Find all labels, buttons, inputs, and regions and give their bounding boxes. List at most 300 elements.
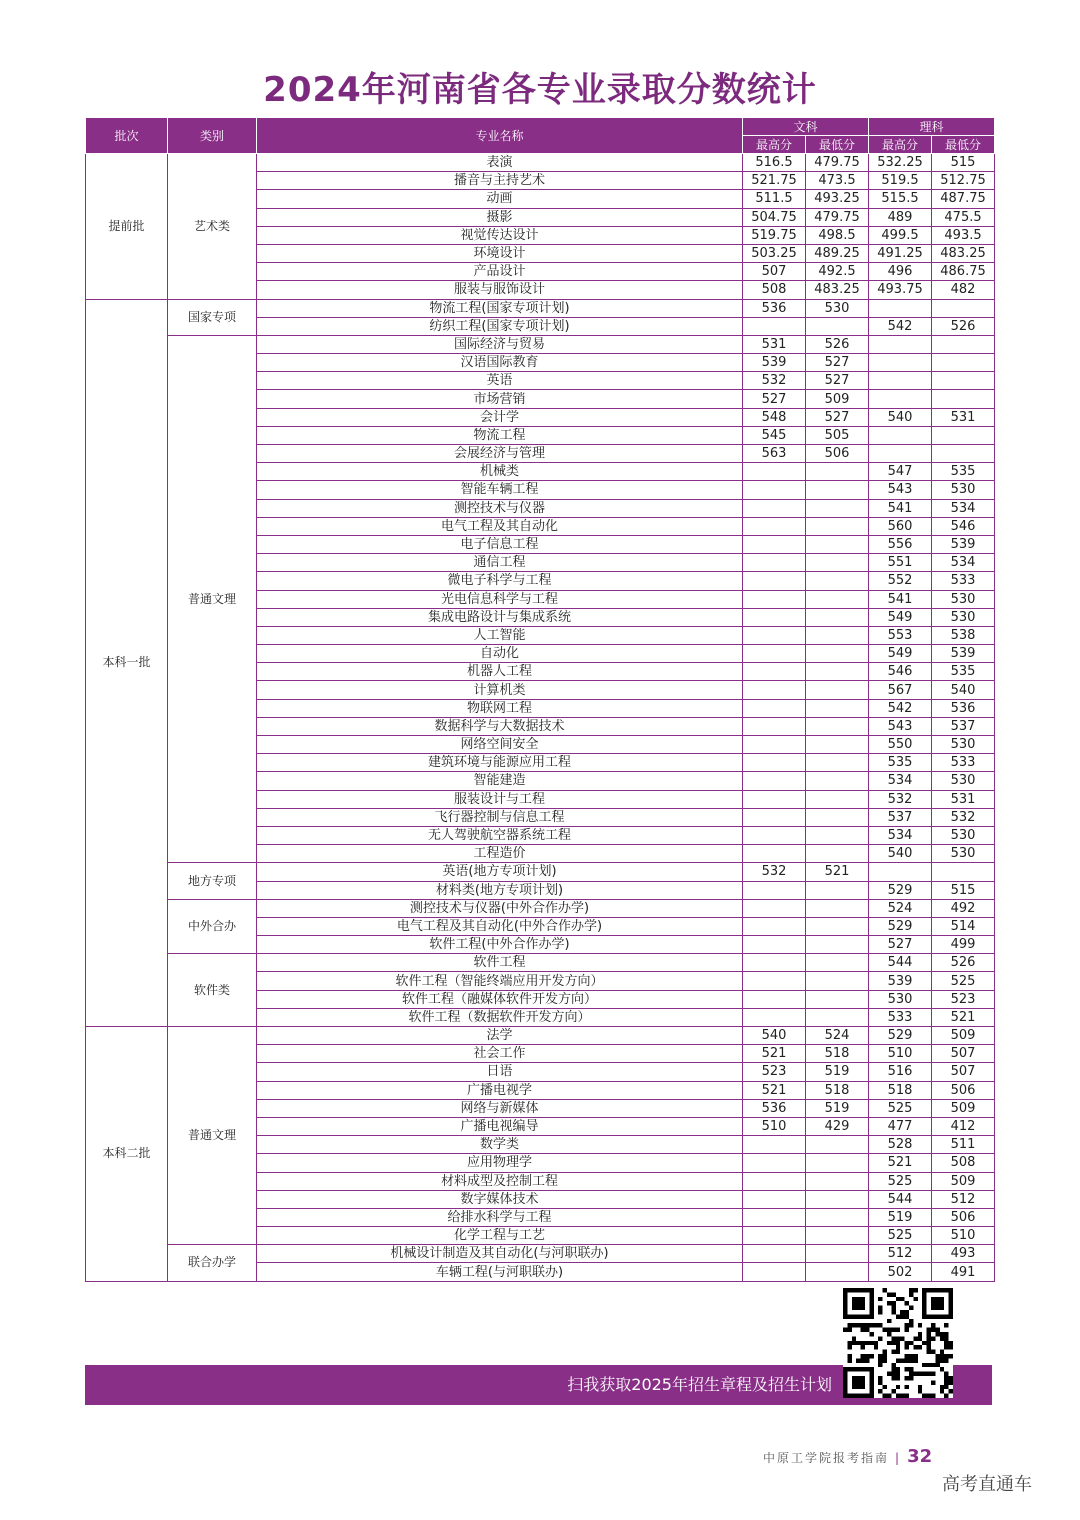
table-row bbox=[86, 863, 995, 881]
like-max-cell: 541 bbox=[869, 590, 932, 608]
like-min-cell: 535 bbox=[932, 663, 995, 681]
like-max-cell: 543 bbox=[869, 717, 932, 735]
wenke-min-cell bbox=[806, 699, 869, 717]
wenke-max-cell: 516.5 bbox=[743, 154, 806, 172]
wenke-min-cell: 483.25 bbox=[806, 281, 869, 299]
wenke-max-cell bbox=[743, 499, 806, 517]
batch-cell: 本科一批 bbox=[86, 299, 168, 1027]
major-name-cell: 计算机类 bbox=[257, 681, 743, 699]
wenke-max-cell: 521 bbox=[743, 1045, 806, 1063]
like-min-cell: 475.5 bbox=[932, 208, 995, 226]
wenke-max-cell: 536 bbox=[743, 1099, 806, 1117]
wenke-max-cell bbox=[743, 736, 806, 754]
like-max-cell: 524 bbox=[869, 899, 932, 917]
like-min-cell: 507 bbox=[932, 1063, 995, 1081]
like-min-cell bbox=[932, 372, 995, 390]
major-name-cell: 机械类 bbox=[257, 463, 743, 481]
wenke-min-cell: 509 bbox=[806, 390, 869, 408]
footer-guide-title: 中原工学院报考指南 bbox=[763, 1451, 890, 1465]
like-max-cell: 534 bbox=[869, 826, 932, 844]
wenke-min-cell bbox=[806, 881, 869, 899]
major-name-cell: 英语(地方专项计划) bbox=[257, 863, 743, 881]
wenke-min-cell: 498.5 bbox=[806, 226, 869, 244]
major-name-cell: 网络空间安全 bbox=[257, 736, 743, 754]
wenke-max-cell: 507 bbox=[743, 263, 806, 281]
like-min-cell: 526 bbox=[932, 317, 995, 335]
wenke-min-cell bbox=[806, 499, 869, 517]
header-wenke-min: 最低分 bbox=[806, 136, 869, 154]
wenke-max-cell: 527 bbox=[743, 390, 806, 408]
wenke-max-cell bbox=[743, 826, 806, 844]
like-min-cell: 532 bbox=[932, 808, 995, 826]
like-min-cell: 508 bbox=[932, 1154, 995, 1172]
wenke-min-cell: 479.75 bbox=[806, 208, 869, 226]
wenke-min-cell bbox=[806, 317, 869, 335]
like-max-cell: 540 bbox=[869, 845, 932, 863]
wenke-min-cell bbox=[806, 899, 869, 917]
wenke-max-cell bbox=[743, 1136, 806, 1154]
like-max-cell: 525 bbox=[869, 1099, 932, 1117]
like-max-cell: 491.25 bbox=[869, 244, 932, 262]
major-name-cell: 法学 bbox=[257, 1027, 743, 1045]
wenke-max-cell bbox=[743, 972, 806, 990]
like-min-cell: 539 bbox=[932, 535, 995, 553]
like-min-cell: 533 bbox=[932, 754, 995, 772]
wenke-max-cell bbox=[743, 772, 806, 790]
wenke-max-cell bbox=[743, 608, 806, 626]
major-name-cell: 应用物理学 bbox=[257, 1154, 743, 1172]
like-max-cell: 516 bbox=[869, 1063, 932, 1081]
major-name-cell: 服装与服饰设计 bbox=[257, 281, 743, 299]
like-max-cell: 532.25 bbox=[869, 154, 932, 172]
like-max-cell bbox=[869, 445, 932, 463]
wenke-max-cell bbox=[743, 1008, 806, 1026]
like-min-cell: 546 bbox=[932, 517, 995, 535]
like-max-cell bbox=[869, 390, 932, 408]
wenke-max-cell: 532 bbox=[743, 372, 806, 390]
like-max-cell: 496 bbox=[869, 263, 932, 281]
table-body bbox=[86, 154, 995, 1282]
wenke-min-cell: 527 bbox=[806, 408, 869, 426]
wenke-min-cell bbox=[806, 1227, 869, 1245]
page-title: 2024年河南省各专业录取分数统计 bbox=[263, 70, 817, 110]
table-row bbox=[86, 1245, 995, 1263]
like-max-cell: 510 bbox=[869, 1045, 932, 1063]
wenke-min-cell bbox=[806, 1208, 869, 1226]
wenke-min-cell bbox=[806, 826, 869, 844]
major-name-cell: 给排水科学与工程 bbox=[257, 1208, 743, 1226]
like-min-cell: 493.5 bbox=[932, 226, 995, 244]
wenke-min-cell: 521 bbox=[806, 863, 869, 881]
major-name-cell: 车辆工程(与河职联办) bbox=[257, 1263, 743, 1281]
wenke-min-cell bbox=[806, 990, 869, 1008]
wenke-min-cell: 489.25 bbox=[806, 244, 869, 262]
like-max-cell: 528 bbox=[869, 1136, 932, 1154]
wenke-max-cell bbox=[743, 936, 806, 954]
wenke-min-cell: 473.5 bbox=[806, 172, 869, 190]
wenke-max-cell bbox=[743, 1227, 806, 1245]
batch-cell: 提前批 bbox=[86, 154, 168, 300]
like-min-cell: 540 bbox=[932, 681, 995, 699]
like-min-cell bbox=[932, 299, 995, 317]
wenke-max-cell: 504.75 bbox=[743, 208, 806, 226]
like-min-cell: 530 bbox=[932, 481, 995, 499]
category-cell: 中外合办 bbox=[168, 899, 257, 954]
wenke-min-cell bbox=[806, 936, 869, 954]
like-max-cell: 529 bbox=[869, 917, 932, 935]
major-name-cell: 智能建造 bbox=[257, 772, 743, 790]
like-max-cell: 529 bbox=[869, 881, 932, 899]
wenke-min-cell: 527 bbox=[806, 354, 869, 372]
wenke-max-cell bbox=[743, 1208, 806, 1226]
major-name-cell: 集成电路设计与集成系统 bbox=[257, 608, 743, 626]
wenke-min-cell bbox=[806, 663, 869, 681]
like-max-cell: 542 bbox=[869, 699, 932, 717]
like-max-cell: 533 bbox=[869, 1008, 932, 1026]
major-name-cell: 机器人工程 bbox=[257, 663, 743, 681]
major-name-cell: 通信工程 bbox=[257, 554, 743, 572]
like-min-cell: 533 bbox=[932, 572, 995, 590]
wenke-min-cell bbox=[806, 463, 869, 481]
wenke-min-cell: 526 bbox=[806, 335, 869, 353]
wenke-min-cell bbox=[806, 554, 869, 572]
major-name-cell: 自动化 bbox=[257, 645, 743, 663]
wenke-max-cell: 548 bbox=[743, 408, 806, 426]
like-max-cell bbox=[869, 426, 932, 444]
wenke-max-cell: 519.75 bbox=[743, 226, 806, 244]
like-min-cell: 514 bbox=[932, 917, 995, 935]
like-max-cell: 519.5 bbox=[869, 172, 932, 190]
major-name-cell: 摄影 bbox=[257, 208, 743, 226]
wenke-max-cell: 563 bbox=[743, 445, 806, 463]
like-max-cell: 543 bbox=[869, 481, 932, 499]
wenke-max-cell: 503.25 bbox=[743, 244, 806, 262]
like-max-cell: 527 bbox=[869, 936, 932, 954]
major-name-cell: 机械设计制造及其自动化(与河职联办) bbox=[257, 1245, 743, 1263]
page-number: 32 bbox=[907, 1446, 933, 1467]
major-name-cell: 物联网工程 bbox=[257, 699, 743, 717]
major-name-cell: 会计学 bbox=[257, 408, 743, 426]
category-cell: 国家专项 bbox=[168, 299, 257, 335]
major-name-cell: 产品设计 bbox=[257, 263, 743, 281]
major-name-cell: 工程造价 bbox=[257, 845, 743, 863]
major-name-cell: 化学工程与工艺 bbox=[257, 1227, 743, 1245]
like-max-cell: 549 bbox=[869, 608, 932, 626]
major-name-cell: 软件工程(中外合作办学) bbox=[257, 936, 743, 954]
like-min-cell: 523 bbox=[932, 990, 995, 1008]
wenke-min-cell bbox=[806, 790, 869, 808]
like-min-cell: 539 bbox=[932, 645, 995, 663]
wenke-max-cell: 521 bbox=[743, 1081, 806, 1099]
wenke-max-cell bbox=[743, 790, 806, 808]
wenke-min-cell bbox=[806, 754, 869, 772]
like-min-cell: 509 bbox=[932, 1099, 995, 1117]
wenke-min-cell bbox=[806, 717, 869, 735]
major-name-cell: 英语 bbox=[257, 372, 743, 390]
major-name-cell: 软件工程（数据软件开发方向） bbox=[257, 1008, 743, 1026]
major-name-cell: 社会工作 bbox=[257, 1045, 743, 1063]
like-max-cell: 560 bbox=[869, 517, 932, 535]
like-min-cell: 530 bbox=[932, 608, 995, 626]
wenke-min-cell: 530 bbox=[806, 299, 869, 317]
like-max-cell bbox=[869, 372, 932, 390]
wenke-max-cell bbox=[743, 1263, 806, 1281]
like-min-cell: 521 bbox=[932, 1008, 995, 1026]
header-like-min: 最低分 bbox=[932, 136, 995, 154]
like-max-cell: 550 bbox=[869, 736, 932, 754]
like-max-cell: 525 bbox=[869, 1227, 932, 1245]
like-max-cell: 546 bbox=[869, 663, 932, 681]
wenke-max-cell bbox=[743, 1154, 806, 1172]
like-min-cell: 510 bbox=[932, 1227, 995, 1245]
wenke-max-cell bbox=[743, 663, 806, 681]
wenke-min-cell bbox=[806, 1190, 869, 1208]
wenke-max-cell: 536 bbox=[743, 299, 806, 317]
like-max-cell: 477 bbox=[869, 1117, 932, 1135]
major-name-cell: 软件工程（智能终端应用开发方向） bbox=[257, 972, 743, 990]
category-cell: 普通文理 bbox=[168, 335, 257, 862]
major-name-cell: 网络与新媒体 bbox=[257, 1099, 743, 1117]
like-max-cell: 537 bbox=[869, 808, 932, 826]
wenke-min-cell: 527 bbox=[806, 372, 869, 390]
wenke-max-cell: 511.5 bbox=[743, 190, 806, 208]
major-name-cell: 电气工程及其自动化(中外合作办学) bbox=[257, 917, 743, 935]
like-min-cell: 506 bbox=[932, 1081, 995, 1099]
like-min-cell: 530 bbox=[932, 826, 995, 844]
table-row bbox=[86, 335, 995, 353]
category-cell: 普通文理 bbox=[168, 1027, 257, 1245]
like-min-cell: 506 bbox=[932, 1208, 995, 1226]
wenke-max-cell: 521.75 bbox=[743, 172, 806, 190]
wenke-min-cell bbox=[806, 845, 869, 863]
like-max-cell: 553 bbox=[869, 626, 932, 644]
like-max-cell: 547 bbox=[869, 463, 932, 481]
like-min-cell: 531 bbox=[932, 790, 995, 808]
major-name-cell: 无人驾驶航空器系统工程 bbox=[257, 826, 743, 844]
like-min-cell: 534 bbox=[932, 554, 995, 572]
table-row bbox=[86, 154, 995, 172]
wenke-max-cell bbox=[743, 517, 806, 535]
wenke-max-cell: 510 bbox=[743, 1117, 806, 1135]
like-max-cell bbox=[869, 335, 932, 353]
major-name-cell: 市场营销 bbox=[257, 390, 743, 408]
wenke-min-cell bbox=[806, 917, 869, 935]
wenke-max-cell bbox=[743, 681, 806, 699]
page-footer bbox=[763, 1446, 932, 1467]
major-name-cell: 汉语国际教育 bbox=[257, 354, 743, 372]
like-min-cell: 512 bbox=[932, 1190, 995, 1208]
wenke-min-cell: 518 bbox=[806, 1045, 869, 1063]
like-min-cell: 507 bbox=[932, 1045, 995, 1063]
like-min-cell bbox=[932, 354, 995, 372]
like-min-cell: 491 bbox=[932, 1263, 995, 1281]
watermark-text: 高考直通车 bbox=[942, 1474, 1032, 1495]
like-max-cell: 525 bbox=[869, 1172, 932, 1190]
like-max-cell: 530 bbox=[869, 990, 932, 1008]
wenke-min-cell bbox=[806, 736, 869, 754]
wenke-min-cell: 518 bbox=[806, 1081, 869, 1099]
wenke-min-cell: 492.5 bbox=[806, 263, 869, 281]
like-min-cell: 530 bbox=[932, 590, 995, 608]
wenke-min-cell bbox=[806, 1263, 869, 1281]
wenke-min-cell bbox=[806, 572, 869, 590]
major-name-cell: 环境设计 bbox=[257, 244, 743, 262]
qr-code-icon[interactable] bbox=[843, 1288, 953, 1398]
like-max-cell: 551 bbox=[869, 554, 932, 572]
like-min-cell bbox=[932, 390, 995, 408]
wenke-min-cell: 519 bbox=[806, 1063, 869, 1081]
wenke-min-cell bbox=[806, 954, 869, 972]
like-min-cell: 538 bbox=[932, 626, 995, 644]
category-cell: 软件类 bbox=[168, 954, 257, 1027]
wenke-max-cell bbox=[743, 572, 806, 590]
like-max-cell: 489 bbox=[869, 208, 932, 226]
wenke-max-cell: 545 bbox=[743, 426, 806, 444]
major-name-cell: 会展经济与管理 bbox=[257, 445, 743, 463]
like-min-cell: 509 bbox=[932, 1027, 995, 1045]
major-name-cell: 测控技术与仪器(中外合作办学) bbox=[257, 899, 743, 917]
like-max-cell: 552 bbox=[869, 572, 932, 590]
wenke-max-cell bbox=[743, 481, 806, 499]
wenke-min-cell bbox=[806, 972, 869, 990]
batch-cell: 本科二批 bbox=[86, 1027, 168, 1282]
like-min-cell: 530 bbox=[932, 772, 995, 790]
wenke-max-cell: 523 bbox=[743, 1063, 806, 1081]
major-name-cell: 软件工程（融媒体软件开发方向） bbox=[257, 990, 743, 1008]
like-max-cell: 519 bbox=[869, 1208, 932, 1226]
major-name-cell: 智能车辆工程 bbox=[257, 481, 743, 499]
like-max-cell bbox=[869, 863, 932, 881]
like-min-cell: 412 bbox=[932, 1117, 995, 1135]
wenke-min-cell bbox=[806, 1136, 869, 1154]
category-cell: 艺术类 bbox=[168, 154, 257, 300]
wenke-max-cell bbox=[743, 917, 806, 935]
like-min-cell: 536 bbox=[932, 699, 995, 717]
wenke-min-cell: 505 bbox=[806, 426, 869, 444]
wenke-max-cell bbox=[743, 899, 806, 917]
wenke-min-cell bbox=[806, 645, 869, 663]
like-max-cell: 515.5 bbox=[869, 190, 932, 208]
like-max-cell: 502 bbox=[869, 1263, 932, 1281]
table-row bbox=[86, 899, 995, 917]
like-min-cell bbox=[932, 426, 995, 444]
header-wenke: 文科 bbox=[743, 118, 869, 136]
wenke-min-cell: 506 bbox=[806, 445, 869, 463]
like-min-cell: 492 bbox=[932, 899, 995, 917]
like-min-cell bbox=[932, 863, 995, 881]
wenke-max-cell bbox=[743, 881, 806, 899]
wenke-max-cell bbox=[743, 954, 806, 972]
wenke-max-cell: 532 bbox=[743, 863, 806, 881]
wenke-max-cell bbox=[743, 1190, 806, 1208]
like-max-cell: 529 bbox=[869, 1027, 932, 1045]
major-name-cell: 光电信息科学与工程 bbox=[257, 590, 743, 608]
like-max-cell bbox=[869, 299, 932, 317]
wenke-min-cell bbox=[806, 1172, 869, 1190]
major-name-cell: 播音与主持艺术 bbox=[257, 172, 743, 190]
table-row bbox=[86, 954, 995, 972]
wenke-min-cell bbox=[806, 481, 869, 499]
like-min-cell: 487.75 bbox=[932, 190, 995, 208]
wenke-max-cell: 531 bbox=[743, 335, 806, 353]
wenke-min-cell bbox=[806, 772, 869, 790]
like-min-cell: 526 bbox=[932, 954, 995, 972]
header-like-max: 最高分 bbox=[869, 136, 932, 154]
like-max-cell: 541 bbox=[869, 499, 932, 517]
like-max-cell: 493.75 bbox=[869, 281, 932, 299]
header-category: 类别 bbox=[168, 118, 257, 154]
like-min-cell: 537 bbox=[932, 717, 995, 735]
major-name-cell: 材料类(地方专项计划) bbox=[257, 881, 743, 899]
like-min-cell: 534 bbox=[932, 499, 995, 517]
wenke-max-cell bbox=[743, 317, 806, 335]
wenke-min-cell: 479.75 bbox=[806, 154, 869, 172]
major-name-cell: 数学类 bbox=[257, 1136, 743, 1154]
wenke-max-cell bbox=[743, 845, 806, 863]
wenke-max-cell bbox=[743, 535, 806, 553]
like-min-cell: 515 bbox=[932, 154, 995, 172]
major-name-cell: 广播电视编导 bbox=[257, 1117, 743, 1135]
wenke-min-cell bbox=[806, 517, 869, 535]
like-max-cell: 556 bbox=[869, 535, 932, 553]
admission-score-table bbox=[85, 117, 995, 1282]
wenke-min-cell: 493.25 bbox=[806, 190, 869, 208]
like-min-cell: 509 bbox=[932, 1172, 995, 1190]
like-max-cell: 567 bbox=[869, 681, 932, 699]
major-name-cell: 国际经济与贸易 bbox=[257, 335, 743, 353]
wenke-min-cell bbox=[806, 535, 869, 553]
major-name-cell: 数字媒体技术 bbox=[257, 1190, 743, 1208]
wenke-max-cell bbox=[743, 626, 806, 644]
header-major: 专业名称 bbox=[257, 118, 743, 154]
like-min-cell: 525 bbox=[932, 972, 995, 990]
category-cell: 地方专项 bbox=[168, 863, 257, 899]
wenke-max-cell bbox=[743, 1172, 806, 1190]
like-min-cell bbox=[932, 445, 995, 463]
like-min-cell: 486.75 bbox=[932, 263, 995, 281]
table-row bbox=[86, 299, 995, 317]
wenke-min-cell bbox=[806, 608, 869, 626]
table-row bbox=[86, 1027, 995, 1045]
like-max-cell: 542 bbox=[869, 317, 932, 335]
major-name-cell: 飞行器控制与信息工程 bbox=[257, 808, 743, 826]
like-min-cell: 511 bbox=[932, 1136, 995, 1154]
wenke-min-cell bbox=[806, 626, 869, 644]
banner-text: 扫我获取2025年招生章程及招生计划 bbox=[567, 1375, 832, 1394]
wenke-min-cell bbox=[806, 1008, 869, 1026]
like-max-cell: 544 bbox=[869, 1190, 932, 1208]
major-name-cell: 物流工程 bbox=[257, 426, 743, 444]
major-name-cell: 数据科学与大数据技术 bbox=[257, 717, 743, 735]
like-max-cell: 512 bbox=[869, 1245, 932, 1263]
major-name-cell: 广播电视学 bbox=[257, 1081, 743, 1099]
like-max-cell: 544 bbox=[869, 954, 932, 972]
like-max-cell: 518 bbox=[869, 1081, 932, 1099]
wenke-max-cell: 540 bbox=[743, 1027, 806, 1045]
major-name-cell: 日语 bbox=[257, 1063, 743, 1081]
wenke-max-cell bbox=[743, 717, 806, 735]
major-name-cell: 表演 bbox=[257, 154, 743, 172]
like-max-cell: 532 bbox=[869, 790, 932, 808]
major-name-cell: 软件工程 bbox=[257, 954, 743, 972]
major-name-cell: 电气工程及其自动化 bbox=[257, 517, 743, 535]
wenke-max-cell bbox=[743, 1245, 806, 1263]
like-max-cell: 535 bbox=[869, 754, 932, 772]
category-cell: 联合办学 bbox=[168, 1245, 257, 1281]
wenke-min-cell: 519 bbox=[806, 1099, 869, 1117]
wenke-min-cell: 429 bbox=[806, 1117, 869, 1135]
major-name-cell: 纺织工程(国家专项计划) bbox=[257, 317, 743, 335]
